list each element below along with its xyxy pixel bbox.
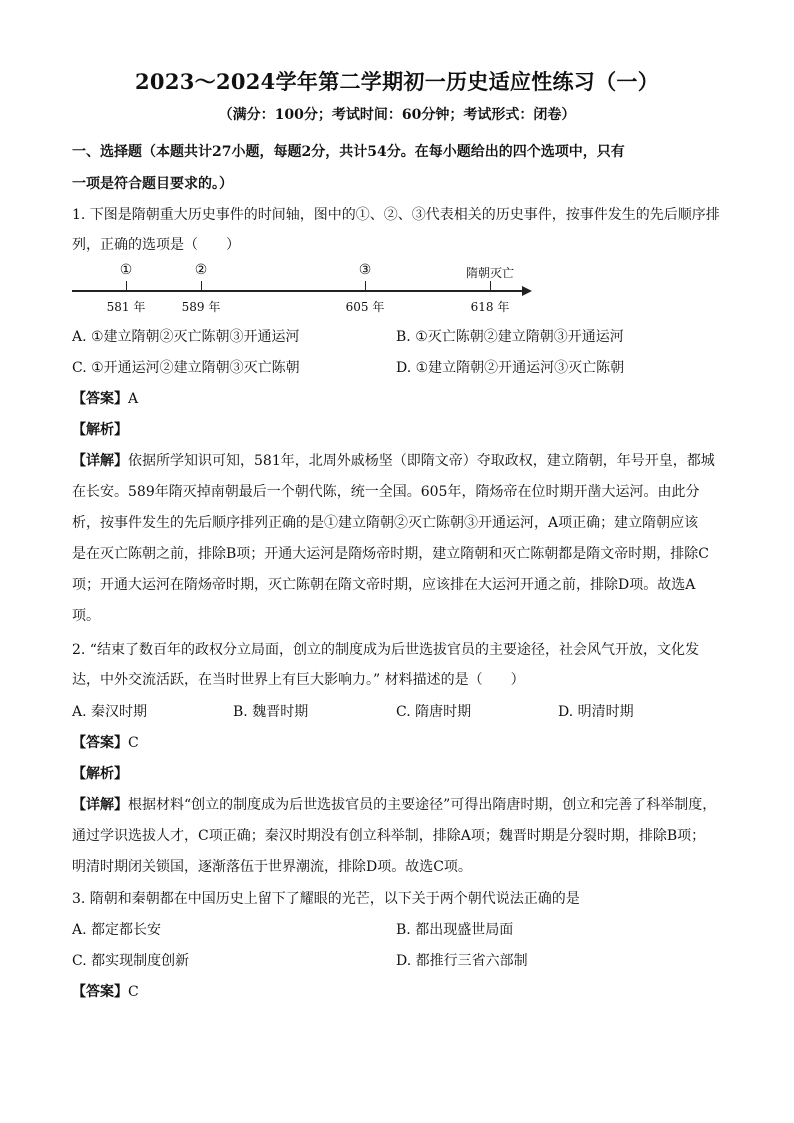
timeline-tick: [490, 281, 491, 291]
q2-option-c: C. 隋唐时期: [396, 704, 472, 720]
timeline-tick: [365, 281, 366, 291]
timeline-end-label: 隋朝灭亡: [465, 266, 514, 280]
q2-detail: [72, 795, 732, 815]
page-title: 2023～2024学年第二学期初一历史适应性练习（一）: [135, 69, 659, 94]
detail-text: 依据所学知识可知，581年，北周外戚杨坚（即隋文帝）夺取政权，建立隋朝，年号开皇，都城: [128, 453, 715, 469]
q2-stem: 2. “结束了数百年的政权分立局面，创立的制度成为后世选拔官员的主要途径，社会风气开放，文化发: [72, 642, 699, 658]
q1-answer: [72, 389, 732, 409]
q3-option-b: B. 都出现盛世局面: [396, 922, 514, 938]
answer-value: A: [128, 391, 139, 407]
q3-answer: [72, 982, 732, 1002]
answer-value: C: [128, 735, 139, 751]
q2-detail-line: 明清时期闭关锁国，逐渐落伍于世界潮流，排除D项。故选C项。: [72, 859, 472, 875]
timeline-year: 589 年: [181, 300, 221, 314]
q1-timeline: [72, 262, 542, 322]
timeline-tick: [126, 281, 127, 291]
timeline-year: 618 年: [470, 300, 510, 314]
timeline-year: 605 年: [345, 300, 385, 314]
q1-option-a: A. ①建立隋朝②灭亡陈朝③开通运河: [72, 329, 300, 345]
detail-text: 根据材料“创立的制度成为后世选拔官员的主要途径”可得出隋唐时期，创立和完善了科举制度，: [128, 797, 717, 813]
q3-option-d: D. 都推行三省六部制: [396, 953, 528, 969]
q1-option-c: C. ①开通运河②建立隋朝③灭亡陈朝: [72, 360, 300, 376]
timeline-arrow: [522, 286, 532, 296]
q2-detail-line: 通过学识选拔人才，C项正确；秦汉时期没有创立科举制，排除A项；魏晋时期是分裂时期，排除B项；: [72, 828, 706, 844]
q3-option-c: C. 都实现制度创新: [72, 953, 190, 969]
answer-tag: 【答案】: [72, 391, 128, 407]
q3-option-a: A. 都定都长安: [72, 922, 162, 938]
q1-detail-line: 是在灭亡陈朝之前，排除B项；开通大运河是隋炀帝时期，建立隋朝和灭亡陈朝都是隋文帝时期，排除C: [72, 546, 709, 562]
timeline-axis: [72, 290, 524, 292]
q2-stem-cont: 达，中外交流活跃，在当时世界上有巨大影响力。” 材料描述的是（ ）: [72, 672, 525, 688]
q1-detail-line: 项。: [72, 608, 100, 624]
q1-stem: 1. 下图是隋朝重大历史事件的时间轴，图中的①、②、③代表相关的历史事件，按事件发生的先后顺序排: [72, 207, 720, 223]
exam-info: （满分：100分；考试时间：60分钟；考试形式：闭卷）: [218, 107, 576, 123]
q2-answer: [72, 733, 732, 753]
q2-option-d: D. 明清时期: [558, 704, 634, 720]
timeline-year: 581 年: [106, 300, 146, 314]
detail-tag: 【详解】: [72, 453, 128, 469]
q1-analysis-tag: 【解析】: [72, 422, 128, 438]
q2-option-b: B. 魏晋时期: [233, 704, 309, 720]
section-heading-cont: 一项是符合题目要求的。）: [72, 176, 233, 192]
timeline-tick: [201, 281, 202, 291]
timeline-event-marker: ③: [358, 262, 372, 278]
q2-option-a: A. 秦汉时期: [72, 704, 148, 720]
q1-detail-line: 项；开通大运河在隋炀帝时期，灭亡陈朝在隋文帝时期，应该排在大运河开通之前，排除D项。故选A: [72, 577, 696, 593]
q2-analysis-tag: 【解析】: [72, 766, 128, 782]
answer-value: C: [128, 984, 139, 1000]
q3-stem: 3. 隋朝和秦朝都在中国历史上留下了耀眼的光芒，以下关于两个朝代说法正确的是: [72, 891, 580, 907]
q1-option-b: B. ①灭亡陈朝②建立隋朝③开通运河: [396, 329, 624, 345]
q1-detail-line: 析，按事件发生的先后顺序排列正确的是①建立隋朝②灭亡陈朝③开通运河，A项正确；建立隋朝应该: [72, 515, 699, 531]
q1-detail: [72, 451, 732, 471]
section-heading: 一、选择题（本题共计27小题，每题2分，共计54分。在每小题给出的四个选项中，只有: [72, 144, 625, 160]
timeline-event-marker: ①: [119, 262, 133, 278]
answer-tag: 【答案】: [72, 735, 128, 751]
answer-tag: 【答案】: [72, 984, 128, 1000]
q1-option-d: D. ①建立隋朝②开通运河③灭亡陈朝: [396, 360, 625, 376]
detail-tag: 【详解】: [72, 797, 128, 813]
timeline-event-marker: ②: [194, 262, 208, 278]
q1-detail-line: 在长安。589年隋灭掉南朝最后一个朝代陈，统一全国。605年，隋炀帝在位时期开凿大运河。由此分: [72, 484, 700, 500]
q1-stem-cont: 列，正确的选项是（ ）: [72, 237, 240, 253]
